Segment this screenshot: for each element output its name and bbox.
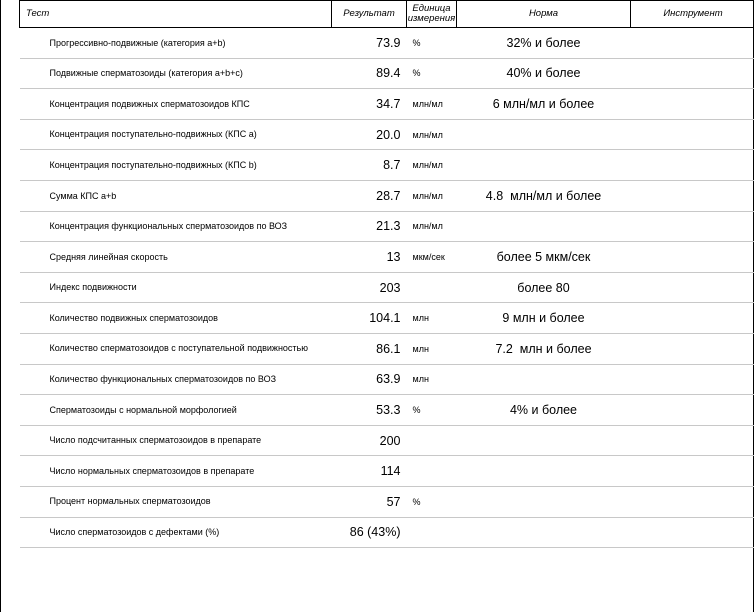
table-row <box>20 119 754 150</box>
result-cell: 86.1 <box>332 333 407 364</box>
instrument-cell <box>631 150 754 181</box>
unit-cell <box>407 272 457 303</box>
test-name-cell: Концентрация поступательно-подвижных (КПС a) <box>20 119 332 150</box>
unit-cell <box>407 456 457 487</box>
header-result: Результат <box>332 1 407 28</box>
norm-cell: 6 млн/мл и более <box>457 89 631 120</box>
instrument-cell <box>631 364 754 395</box>
unit-cell: млн <box>407 333 457 364</box>
table-row <box>20 456 754 487</box>
table-row-empty <box>20 548 754 579</box>
test-name-cell: Концентрация подвижных сперматозоидов КПС <box>20 89 332 120</box>
result-cell: 86 (43%) <box>332 517 407 548</box>
unit-cell: млн/мл <box>407 180 457 211</box>
test-name-cell: Индекс подвижности <box>20 272 332 303</box>
result-cell: 20.0 <box>332 119 407 150</box>
test-name-cell: Сперматозоиды с нормальной морфологией <box>20 395 332 426</box>
result-cell: 57 <box>332 486 407 517</box>
norm-cell: 9 млн и более <box>457 303 631 334</box>
table-row <box>20 28 754 59</box>
result-cell: 200 <box>332 425 407 456</box>
norm-cell <box>457 486 631 517</box>
test-name-cell: Количество сперматозоидов с поступательной подвижностью <box>20 333 332 364</box>
instrument-cell <box>631 119 754 150</box>
header-instrument: Инструмент <box>631 1 754 28</box>
unit-cell: млн <box>407 303 457 334</box>
instrument-cell <box>631 517 754 548</box>
unit-cell: млн <box>407 364 457 395</box>
result-cell: 73.9 <box>332 28 407 59</box>
test-name-cell: Сумма КПС a+b <box>20 180 332 211</box>
test-name-cell: Процент нормальных сперматозоидов <box>20 486 332 517</box>
instrument-cell <box>631 303 754 334</box>
header-test: Тест <box>20 1 332 28</box>
norm-cell <box>457 211 631 242</box>
unit-cell: млн/мл <box>407 119 457 150</box>
result-cell: 53.3 <box>332 395 407 426</box>
unit-cell: % <box>407 28 457 59</box>
empty-cell <box>20 548 332 579</box>
results-table <box>19 0 754 578</box>
table-row <box>20 150 754 181</box>
unit-cell: % <box>407 58 457 89</box>
table-row <box>20 89 754 120</box>
test-name-cell: Прогрессивно-подвижные (категория a+b) <box>20 28 332 59</box>
instrument-cell <box>631 58 754 89</box>
unit-cell: % <box>407 395 457 426</box>
instrument-cell <box>631 395 754 426</box>
instrument-cell <box>631 211 754 242</box>
norm-cell: более 5 мкм/сек <box>457 242 631 273</box>
unit-cell <box>407 425 457 456</box>
table-row <box>20 180 754 211</box>
norm-cell <box>457 456 631 487</box>
result-cell: 89.4 <box>332 58 407 89</box>
table-row <box>20 211 754 242</box>
instrument-cell <box>631 89 754 120</box>
norm-cell: 4% и более <box>457 395 631 426</box>
empty-cell <box>407 548 457 579</box>
header-unit: Единица измерения <box>407 1 457 28</box>
table-row <box>20 242 754 273</box>
table-row <box>20 333 754 364</box>
result-cell: 114 <box>332 456 407 487</box>
instrument-cell <box>631 242 754 273</box>
test-name-cell: Количество функциональных сперматозоидов по ВОЗ <box>20 364 332 395</box>
instrument-cell <box>631 425 754 456</box>
result-cell: 104.1 <box>332 303 407 334</box>
test-name-cell: Средняя линейная скорость <box>20 242 332 273</box>
norm-cell: 7.2 млн и более <box>457 333 631 364</box>
norm-cell: 40% и более <box>457 58 631 89</box>
norm-cell <box>457 517 631 548</box>
norm-cell <box>457 364 631 395</box>
empty-cell <box>631 548 754 579</box>
test-name-cell: Число подсчитанных сперматозоидов в препарате <box>20 425 332 456</box>
table-row <box>20 517 754 548</box>
table-header-row <box>20 1 754 28</box>
unit-cell: млн/мл <box>407 150 457 181</box>
table-row <box>20 272 754 303</box>
test-name-cell: Подвижные сперматозоиды (категория a+b+c) <box>20 58 332 89</box>
test-name-cell: Число нормальных сперматозоидов в препарате <box>20 456 332 487</box>
table-row <box>20 364 754 395</box>
norm-cell: 4.8 млн/мл и более <box>457 180 631 211</box>
test-name-cell: Концентрация поступательно-подвижных (КПС b) <box>20 150 332 181</box>
norm-cell <box>457 425 631 456</box>
result-cell: 203 <box>332 272 407 303</box>
norm-cell: более 80 <box>457 272 631 303</box>
table-row <box>20 303 754 334</box>
test-name-cell: Концентрация функциональных сперматозоидов по ВОЗ <box>20 211 332 242</box>
result-cell: 13 <box>332 242 407 273</box>
result-cell: 63.9 <box>332 364 407 395</box>
instrument-cell <box>631 272 754 303</box>
table-row <box>20 395 754 426</box>
instrument-cell <box>631 456 754 487</box>
result-cell: 21.3 <box>332 211 407 242</box>
unit-cell: млн/мл <box>407 211 457 242</box>
test-name-cell: Количество подвижных сперматозоидов <box>20 303 332 334</box>
table-row <box>20 58 754 89</box>
header-norm: Норма <box>457 1 631 28</box>
norm-cell <box>457 150 631 181</box>
unit-cell <box>407 517 457 548</box>
empty-cell <box>457 548 631 579</box>
result-cell: 8.7 <box>332 150 407 181</box>
result-cell: 34.7 <box>332 89 407 120</box>
test-name-cell: Число сперматозоидов с дефектами (%) <box>20 517 332 548</box>
unit-cell: % <box>407 486 457 517</box>
unit-cell: мкм/сек <box>407 242 457 273</box>
result-cell: 28.7 <box>332 180 407 211</box>
instrument-cell <box>631 486 754 517</box>
instrument-cell <box>631 333 754 364</box>
norm-cell: 32% и более <box>457 28 631 59</box>
instrument-cell <box>631 180 754 211</box>
unit-cell: млн/мл <box>407 89 457 120</box>
table-row <box>20 486 754 517</box>
norm-cell <box>457 119 631 150</box>
instrument-cell <box>631 28 754 59</box>
table-row <box>20 425 754 456</box>
empty-cell <box>332 548 407 579</box>
